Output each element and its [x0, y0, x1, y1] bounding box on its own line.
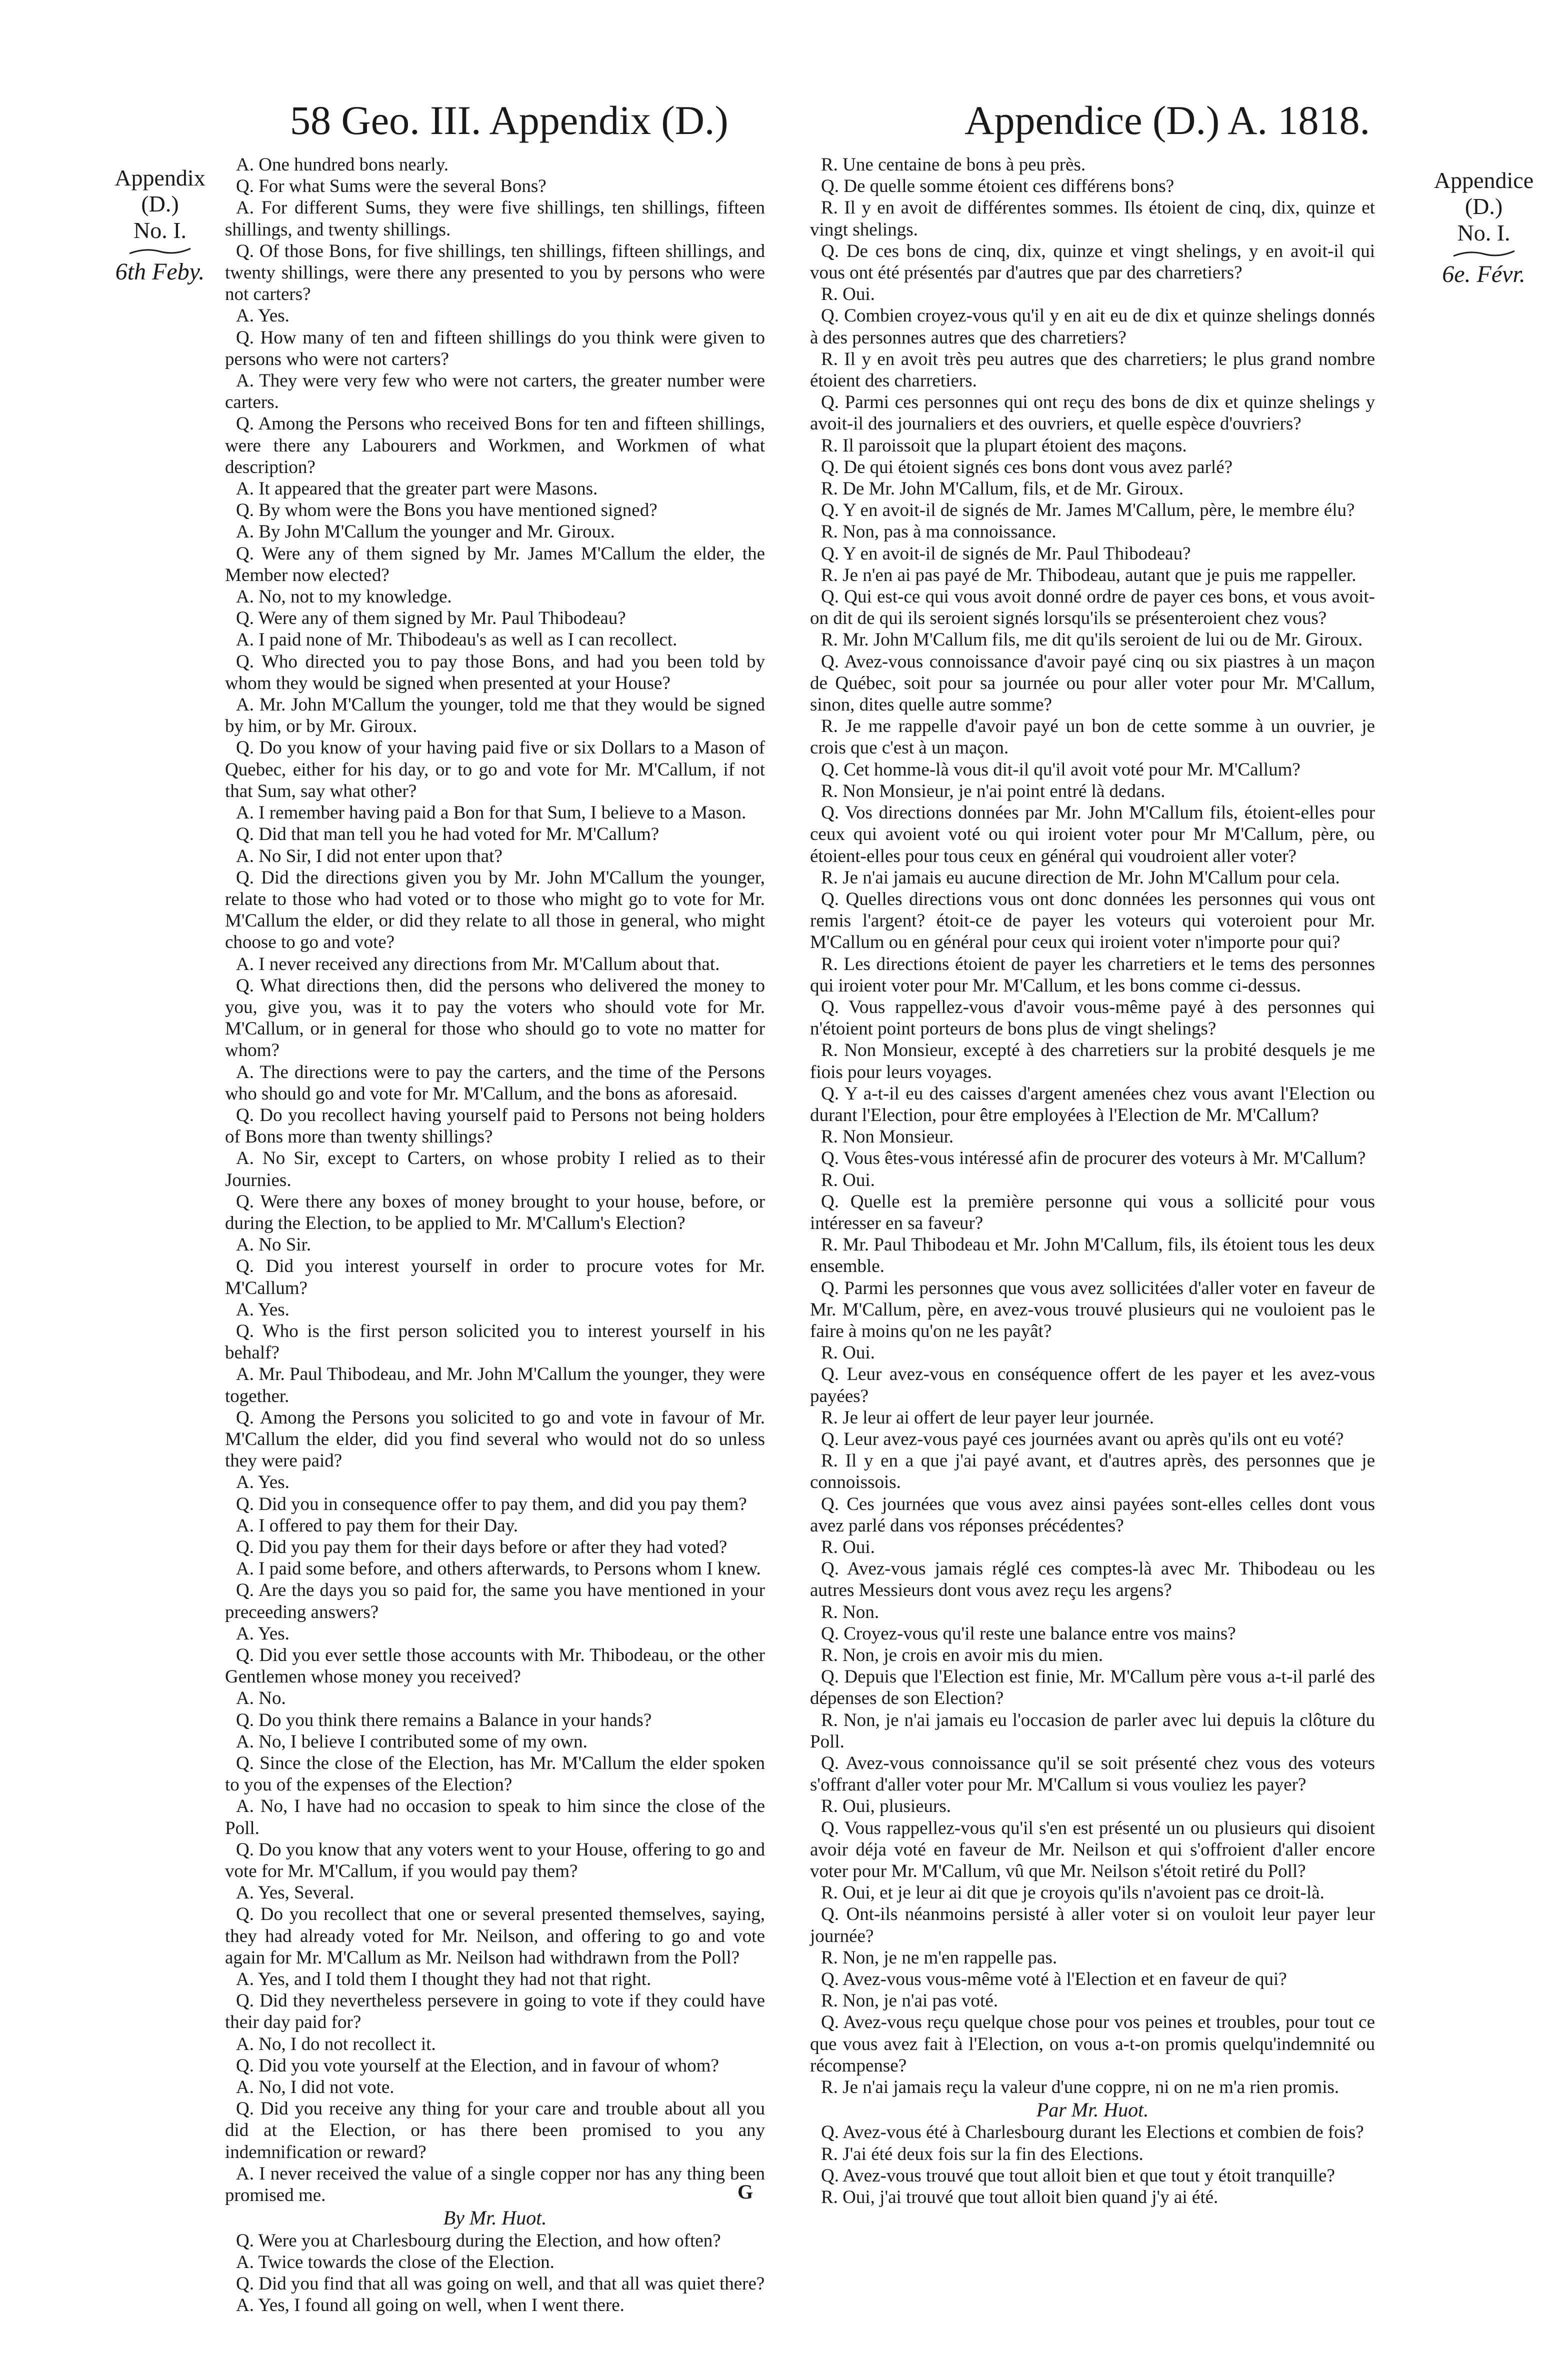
- margin-date: 6th Feby.: [115, 258, 205, 286]
- question-line: Q. Since the close of the Election, has Mr. M'Callum the elder spoken to you of the expenses of the Election?: [225, 1753, 765, 1796]
- flourish-icon: [128, 246, 192, 256]
- question-line: Q. Ont-ils néanmoins persisté à aller voter si on vouloit leur payer leur journée?: [810, 1904, 1375, 1946]
- answer-line: R. Oui, et je leur ai dit que je croyois qu'ils n'avoient pas ce droit-là.: [821, 1882, 1324, 1904]
- question-line: Q. Vos directions données par Mr. John M'Callum fils, étoient-elles pour ceux qui avoient voté ou qui iroient voter pour Mr M'Callum, père, ou étoient-elles pour tous ceux en général qui voudroient aller voter?: [810, 802, 1375, 866]
- answer-line: A. I paid none of Mr. Thibodeau's as well as I can recollect.: [236, 630, 678, 650]
- question-line: Q. Did you in consequence offer to pay them, and did you pay them?: [236, 1494, 747, 1514]
- answer-line: R. Oui, plusieurs.: [821, 1796, 952, 1817]
- signature-mark: G: [738, 2180, 754, 2203]
- question-line: Q. Croyez-vous qu'il reste une balance entre vos mains?: [821, 1623, 1236, 1644]
- question-line: Q. Y en avoit-il de signés de Mr. James M'Callum, père, le membre élu?: [821, 500, 1355, 521]
- question-line: Q. Among the Persons you solicited to go and vote in favour of Mr. M'Callum the elder, did you find several who would not do so unless they were paid?: [225, 1407, 765, 1472]
- question-line: Q. For what Sums were the several Bons?: [236, 176, 546, 197]
- answer-line: R. Je n'ai jamais eu aucune direction de Mr. John M'Callum pour cela.: [821, 867, 1340, 888]
- margin-appendice-number: No. I.: [1457, 220, 1510, 246]
- answer-line: A. Yes.: [236, 1623, 290, 1644]
- answer-line: R. Une centaine de bons à peu près.: [821, 154, 1086, 175]
- answer-line: R. Mr. John M'Callum fils, me dit qu'ils seroient de lui ou de Mr. Giroux.: [821, 630, 1363, 650]
- question-line: Q. Did you ever settle those accounts with Mr. Thibodeau, or the other Gentlemen whose money you received?: [225, 1645, 765, 1688]
- question-line: Q. Who is the first person solicited you to interest yourself in his behalf?: [225, 1320, 765, 1364]
- answer-line: A. No Sir.: [236, 1234, 312, 1256]
- answer-line: R. De Mr. John M'Callum, fils, et de Mr. Giroux.: [821, 478, 1184, 500]
- answer-line: A. Mr. Paul Thibodeau, and Mr. John M'Callum the younger, they were together.: [225, 1364, 765, 1406]
- answer-line: R. Non, je crois en avoir mis du mien.: [821, 1645, 1104, 1666]
- answer-line: A. Yes.: [236, 1299, 290, 1320]
- question-line: Q. Did you vote yourself at the Election, and in favour of whom?: [236, 2055, 719, 2076]
- question-line: Q. What directions then, did the persons who delivered the money to you, give you, was it to pay the voters who should vote for Mr. M'Callum, or in general for those who should go to vote no matter for whom?: [225, 975, 765, 1061]
- question-line: Q. Quelles directions vous ont donc données les personnes qui vous ont remis l'argent? étoit-ce de payer les voteurs qui voteroient pour Mr. M'Callum ou en général pour ceux qui iroient voter n'importe pour qui?: [810, 888, 1375, 953]
- margin-appendice-letter: (D.): [1464, 194, 1503, 220]
- question-line: Q. Combien croyez-vous qu'il y en ait eu de dix et quinze shelings donnés à des personnes autres que des charretiers?: [810, 306, 1375, 348]
- question-line: Q. Did you find that all was going on well, and that all was quiet there?: [236, 2273, 765, 2294]
- page-header-right: Appendice (D.) A. 1818.: [964, 98, 1370, 143]
- question-line: Q. How many of ten and fifteen shillings do you think were given to persons who were not carters?: [225, 327, 765, 370]
- margin-date: 6e. Févr.: [1442, 261, 1526, 288]
- question-line: Q. Did you receive any thing for your care and trouble about all you did at the Election, or has there been promised to you any indemnification or reward?: [225, 2098, 765, 2162]
- question-line: Q. Did you interest yourself in order to procure votes for Mr. M'Callum?: [225, 1256, 765, 1298]
- question-line: Q. Were there any boxes of money brought to your house, before, or during the Election, to be applied to Mr. M'Callum's Election?: [225, 1191, 765, 1234]
- margin-note-left: [112, 165, 208, 286]
- question-line: Q. Who directed you to pay those Bons, and had you been told by whom they would be signed when presented at your House?: [225, 651, 765, 694]
- question-line: Q. Did that man tell you he had voted for Mr. M'Callum?: [236, 824, 660, 845]
- answer-line: R. Il y en avoit de différentes sommes. Ils étoient de cinq, dix, quinze et vingt shelings.: [810, 198, 1375, 240]
- answer-line: R. Je leur ai offert de leur payer leur journée.: [821, 1407, 1154, 1428]
- answer-line: R. Oui.: [821, 1170, 875, 1190]
- question-line: Q. Avez-vous jamais réglé ces comptes-là avec Mr. Thibodeau ou les autres Messieurs dont vous avez reçu les argens?: [810, 1558, 1375, 1601]
- question-line: Q. Avez-vous connoissance qu'il se soit présenté chez vous des voteurs s'offrant d'aller voter pour Mr. M'Callum si vous vouliez les payer?: [810, 1753, 1375, 1796]
- answer-line: R. Non, je n'ai jamais eu l'occasion de parler avec lui depuis la clôture du Poll.: [810, 1710, 1375, 1752]
- flourish-icon: [1452, 248, 1516, 259]
- question-line: Q. Do you think there remains a Balance in your hands?: [236, 1710, 652, 1730]
- answer-line: R. Oui.: [821, 1537, 875, 1558]
- answer-line: A. Twice towards the close of the Election.: [236, 2252, 554, 2272]
- question-line: Q. Parmi les personnes que vous avez sollicitées d'aller voter en faveur de Mr. M'Callum, père, en avez-vous trouvé plusieurs qui ne vouloient pas le faire à moins qu'on ne les payât?: [810, 1278, 1375, 1342]
- question-line: Q. Qui est-ce qui vous avoit donné ordre de payer ces bons, et vous avoit-on dit de qui ils seroient signés lorsqu'ils se présenteroient chez vous?: [810, 586, 1375, 629]
- answer-line: R. Je n'en ai pas payé de Mr. Thibodeau, autant que je puis me rappeller.: [821, 564, 1356, 586]
- question-line: Q. Vous êtes-vous intéressé afin de procurer des voteurs à Mr. M'Callum?: [821, 1148, 1366, 1169]
- question-line: Q. Depuis que l'Election est finie, Mr. M'Callum père vous a-t-il parlé des dépenses de son Election?: [810, 1666, 1375, 1709]
- question-line: Q. De ces bons de cinq, dix, quinze et vingt shelings, y en avoit-il qui vous ont été présentés par d'autres que par des charretiers?: [810, 240, 1375, 284]
- answer-line: A. I remember having paid a Bon for that Sum, I believe to a Mason.: [236, 802, 746, 824]
- answer-line: A. Yes.: [236, 306, 290, 326]
- question-line: Q. Do you know of your having paid five or six Dollars to a Mason of Quebec, either for his day, or to go and vote for Mr. M'Callum, if not that Sum, say what other?: [225, 738, 765, 802]
- question-line: Q. Were any of them signed by Mr. James M'Callum the elder, the Member now elected?: [225, 543, 765, 586]
- question-line: Q. Do you recollect that one or several presented themselves, saying, they had already voted for Mr. Neilson, and offering to go and vote again for Mr. M'Callum as Mr. Neilson had withdrawn from the Poll?: [225, 1904, 765, 1968]
- answer-line: A. No, I believe I contributed some of my own.: [236, 1731, 588, 1752]
- answer-line: R. Je n'ai jamais reçu la valeur d'une coppre, ni on ne m'a rien promis.: [821, 2077, 1340, 2098]
- question-line: Q. By whom were the Bons you have mentioned signed?: [236, 500, 658, 521]
- margin-appendice-label: Appendice: [1434, 168, 1534, 193]
- answer-line: R. Il paroissoit que la plupart étoient des maçons.: [821, 435, 1187, 456]
- question-line: Q. Leur avez-vous en conséquence offert de les payer et les avez-vous payées?: [810, 1364, 1375, 1406]
- answer-line: R. Non Monsieur, excepté à des charretiers sur la probité desquels je me fiois pour leurs voyages.: [810, 1040, 1375, 1082]
- question-line: Q. Avez-vous vous-même voté à l'Election et en faveur de qui?: [821, 1969, 1287, 1990]
- answer-line: R. Non, pas à ma connoissance.: [821, 522, 1056, 542]
- answer-line: A. Yes, Several.: [236, 1882, 354, 1904]
- answer-line: R. Il y en avoit très peu autres que des charretiers; le plus grand nombre étoient des charretiers.: [810, 348, 1375, 392]
- answer-line: A. No, I have had no occasion to speak to him since the close of the Poll.: [225, 1796, 765, 1838]
- answer-line: A. I paid some before, and others afterwards, to Persons whom I knew.: [236, 1558, 761, 1580]
- answer-line: A. Mr. John M'Callum the younger, told me that they would be signed by him, or by Mr. Giroux.: [225, 694, 765, 737]
- answer-line: A. I never received any directions from Mr. M'Callum about that.: [236, 954, 720, 974]
- answer-line: A. The directions were to pay the carters, and the time of the Persons who should go and vote for Mr. M'Callum, and the bons as aforesaid.: [225, 1062, 765, 1104]
- question-line: Q. De quelle somme étoient ces différens bons?: [821, 176, 1174, 197]
- section-heading: Par Mr. Huot.: [1036, 2098, 1149, 2122]
- answer-line: R. Non Monsieur, je n'ai point entré là dedans.: [821, 780, 1166, 802]
- question-line: Q. Leur avez-vous payé ces journées avant ou après qu'ils ont eu voté?: [821, 1428, 1344, 1450]
- question-line: Q. Y en avoit-il de signés de Mr. Paul Thibodeau?: [821, 543, 1191, 564]
- answer-line: R. Non, je ne m'en rappelle pas.: [821, 1947, 1058, 1968]
- answer-line: R. Non, je n'ai pas voté.: [821, 1990, 998, 2012]
- margin-appendix-letter: (D.): [141, 191, 179, 217]
- question-line: Q. Were you at Charlesbourg during the Election, and how often?: [236, 2230, 721, 2251]
- answer-line: A. No Sir, except to Carters, on whose probity I relied as to their Journies.: [225, 1148, 765, 1190]
- answer-line: A. No, I did not vote.: [236, 2077, 394, 2098]
- answer-line: R. Oui.: [821, 284, 875, 305]
- question-line: Q. De qui étoient signés ces bons dont vous avez parlé?: [821, 456, 1233, 478]
- answer-line: A. No Sir, I did not enter upon that?: [236, 846, 502, 866]
- section-heading: By Mr. Huot.: [443, 2206, 547, 2230]
- question-line: Q. Ces journées que vous avez ainsi payées sont-elles celles dont vous avez parlé dans vos réponses précédentes?: [810, 1494, 1375, 1536]
- question-line: Q. Avez-vous reçu quelque chose pour vos peines et troubles, pour tout ce que vous avez fait à l'Election, on vous a-t-on promis quelqu'indemnité ou récompense?: [810, 2012, 1375, 2076]
- answer-line: A. They were very few who were not carters, the greater number were carters.: [225, 370, 765, 413]
- question-line: Q. Vous rappellez-vous d'avoir vous-même payé à des personnes qui n'étoient point porteurs de bons plus de vingt shelings?: [810, 996, 1375, 1040]
- question-line: Q. Vous rappellez-vous qu'il s'en est présenté un ou plusieurs qui disoient avoir déja voté en faveur de Mr. Neilson et qui s'offroient d'aller encore voter pour Mr. M'Callum, vû que Mr. Neilson s'étoit retiré du Poll?: [810, 1818, 1375, 1882]
- question-line: Q. Do you recollect having yourself paid to Persons not being holders of Bons more than twenty shillings?: [225, 1104, 765, 1148]
- answer-line: A. No, not to my knowledge.: [236, 586, 452, 608]
- answer-line: R. Non Monsieur.: [821, 1126, 954, 1148]
- answer-line: A. One hundred bons nearly.: [236, 154, 449, 175]
- answer-line: R. Oui.: [821, 1342, 875, 1364]
- answer-line: R. Je me rappelle d'avoir payé un bon de cette somme à un ouvrier, je crois que c'est à un maçon.: [810, 716, 1375, 758]
- english-column: [225, 154, 765, 2316]
- answer-line: A. Yes, and I told them I thought they had not that right.: [236, 1969, 652, 1990]
- answer-line: R. Il y en a que j'ai payé avant, et d'autres après, des personnes que je connoissois.: [810, 1450, 1375, 1493]
- answer-line: A. Yes.: [236, 1472, 290, 1493]
- answer-line: A. I never received the value of a single copper nor has any thing been promised me.: [225, 2163, 765, 2206]
- answer-line: A. By John M'Callum the younger and Mr. Giroux.: [236, 522, 615, 542]
- margin-appendix-label: Appendix: [114, 165, 206, 190]
- page-header-left: 58 Geo. III. Appendix (D.): [290, 98, 728, 143]
- answer-line: R. Mr. Paul Thibodeau et Mr. John M'Callum, fils, ils étoient tous les deux ensemble.: [810, 1234, 1375, 1277]
- question-line: Q. Were any of them signed by Mr. Paul Thibodeau?: [236, 608, 626, 629]
- answer-line: A. No.: [236, 1688, 286, 1709]
- answer-line: A. Yes, I found all going on well, when I went there.: [236, 2295, 624, 2316]
- question-line: Q. Did they nevertheless persevere in going to vote if they could have their day paid for?: [225, 1990, 765, 2033]
- question-line: Q. Avez-vous trouvé que tout alloit bien et que tout y étoit tranquille?: [821, 2165, 1335, 2186]
- french-column: [810, 154, 1375, 2208]
- question-line: Q. Parmi ces personnes qui ont reçu des bons de dix et quinze shelings y avoit-il des journaliers et des ouvriers, et quelle espèce d'ouvriers?: [810, 392, 1375, 434]
- answer-line: R. Les directions étoient de payer les charretiers et le tems des personnes qui iroient voter pour Mr. M'Callum, et les bons comme ci-dessus.: [810, 954, 1375, 996]
- question-line: Q. Avez-vous été à Charlesbourg durant les Elections et combien de fois?: [821, 2122, 1364, 2143]
- answer-line: R. Oui, j'ai trouvé que tout alloit bien quand j'y ai été.: [821, 2187, 1218, 2208]
- answer-line: A. I offered to pay them for their Day.: [236, 1515, 518, 1536]
- answer-line: R. J'ai été deux fois sur la fin des Elections.: [821, 2144, 1144, 2164]
- answer-line: R. Non.: [821, 1602, 880, 1622]
- question-line: Q. Avez-vous connoissance d'avoir payé cinq ou six piastres à un maçon de Québec, soit pour sa journée ou pour aller voter pour Mr. M'Callum, sinon, dites quelle autre somme?: [810, 651, 1375, 716]
- question-line: Q. Did you pay them for their days before or after they had voted?: [236, 1537, 728, 1558]
- question-line: Q. Are the days you so paid for, the same you have mentioned in your preceeding answers?: [225, 1580, 765, 1622]
- question-line: Q. Do you know that any voters went to your House, offering to go and vote for Mr. M'Callum, if you would pay them?: [225, 1839, 765, 1882]
- margin-appendix-number: No. I.: [133, 217, 187, 243]
- question-line: Q. Y a-t-il eu des caisses d'argent amenées chez vous avant l'Election ou durant l'Election, pour être employées à l'Election de Mr. M'Callum?: [810, 1083, 1375, 1126]
- margin-note-right: [1432, 168, 1535, 288]
- question-line: Q. Did the directions given you by Mr. John M'Callum the younger, relate to those who had voted or to those who might go to vote for Mr. M'Callum the elder, or did they relate to all those in general, who might choose to go and vote?: [225, 867, 765, 953]
- answer-line: A. For different Sums, they were five shillings, ten shillings, fifteen shillings, and twenty shillings.: [225, 198, 765, 240]
- question-line: Q. Of those Bons, for five shillings, ten shillings, fifteen shillings, and twenty shillings, were there any presented to you by persons who were not carters?: [225, 240, 765, 305]
- question-line: Q. Cet homme-là vous dit-il qu'il avoit voté pour Mr. M'Callum?: [821, 759, 1300, 780]
- question-line: Q. Quelle est la première personne qui vous a sollicité pour vous intéresser en sa faveur?: [810, 1191, 1375, 1234]
- question-line: Q. Among the Persons who received Bons for ten and fifteen shillings, were there any Labourers and Workmen, and Workmen of what description?: [225, 414, 765, 478]
- answer-line: A. No, I do not recollect it.: [236, 2034, 436, 2054]
- answer-line: A. It appeared that the greater part were Masons.: [236, 478, 598, 500]
